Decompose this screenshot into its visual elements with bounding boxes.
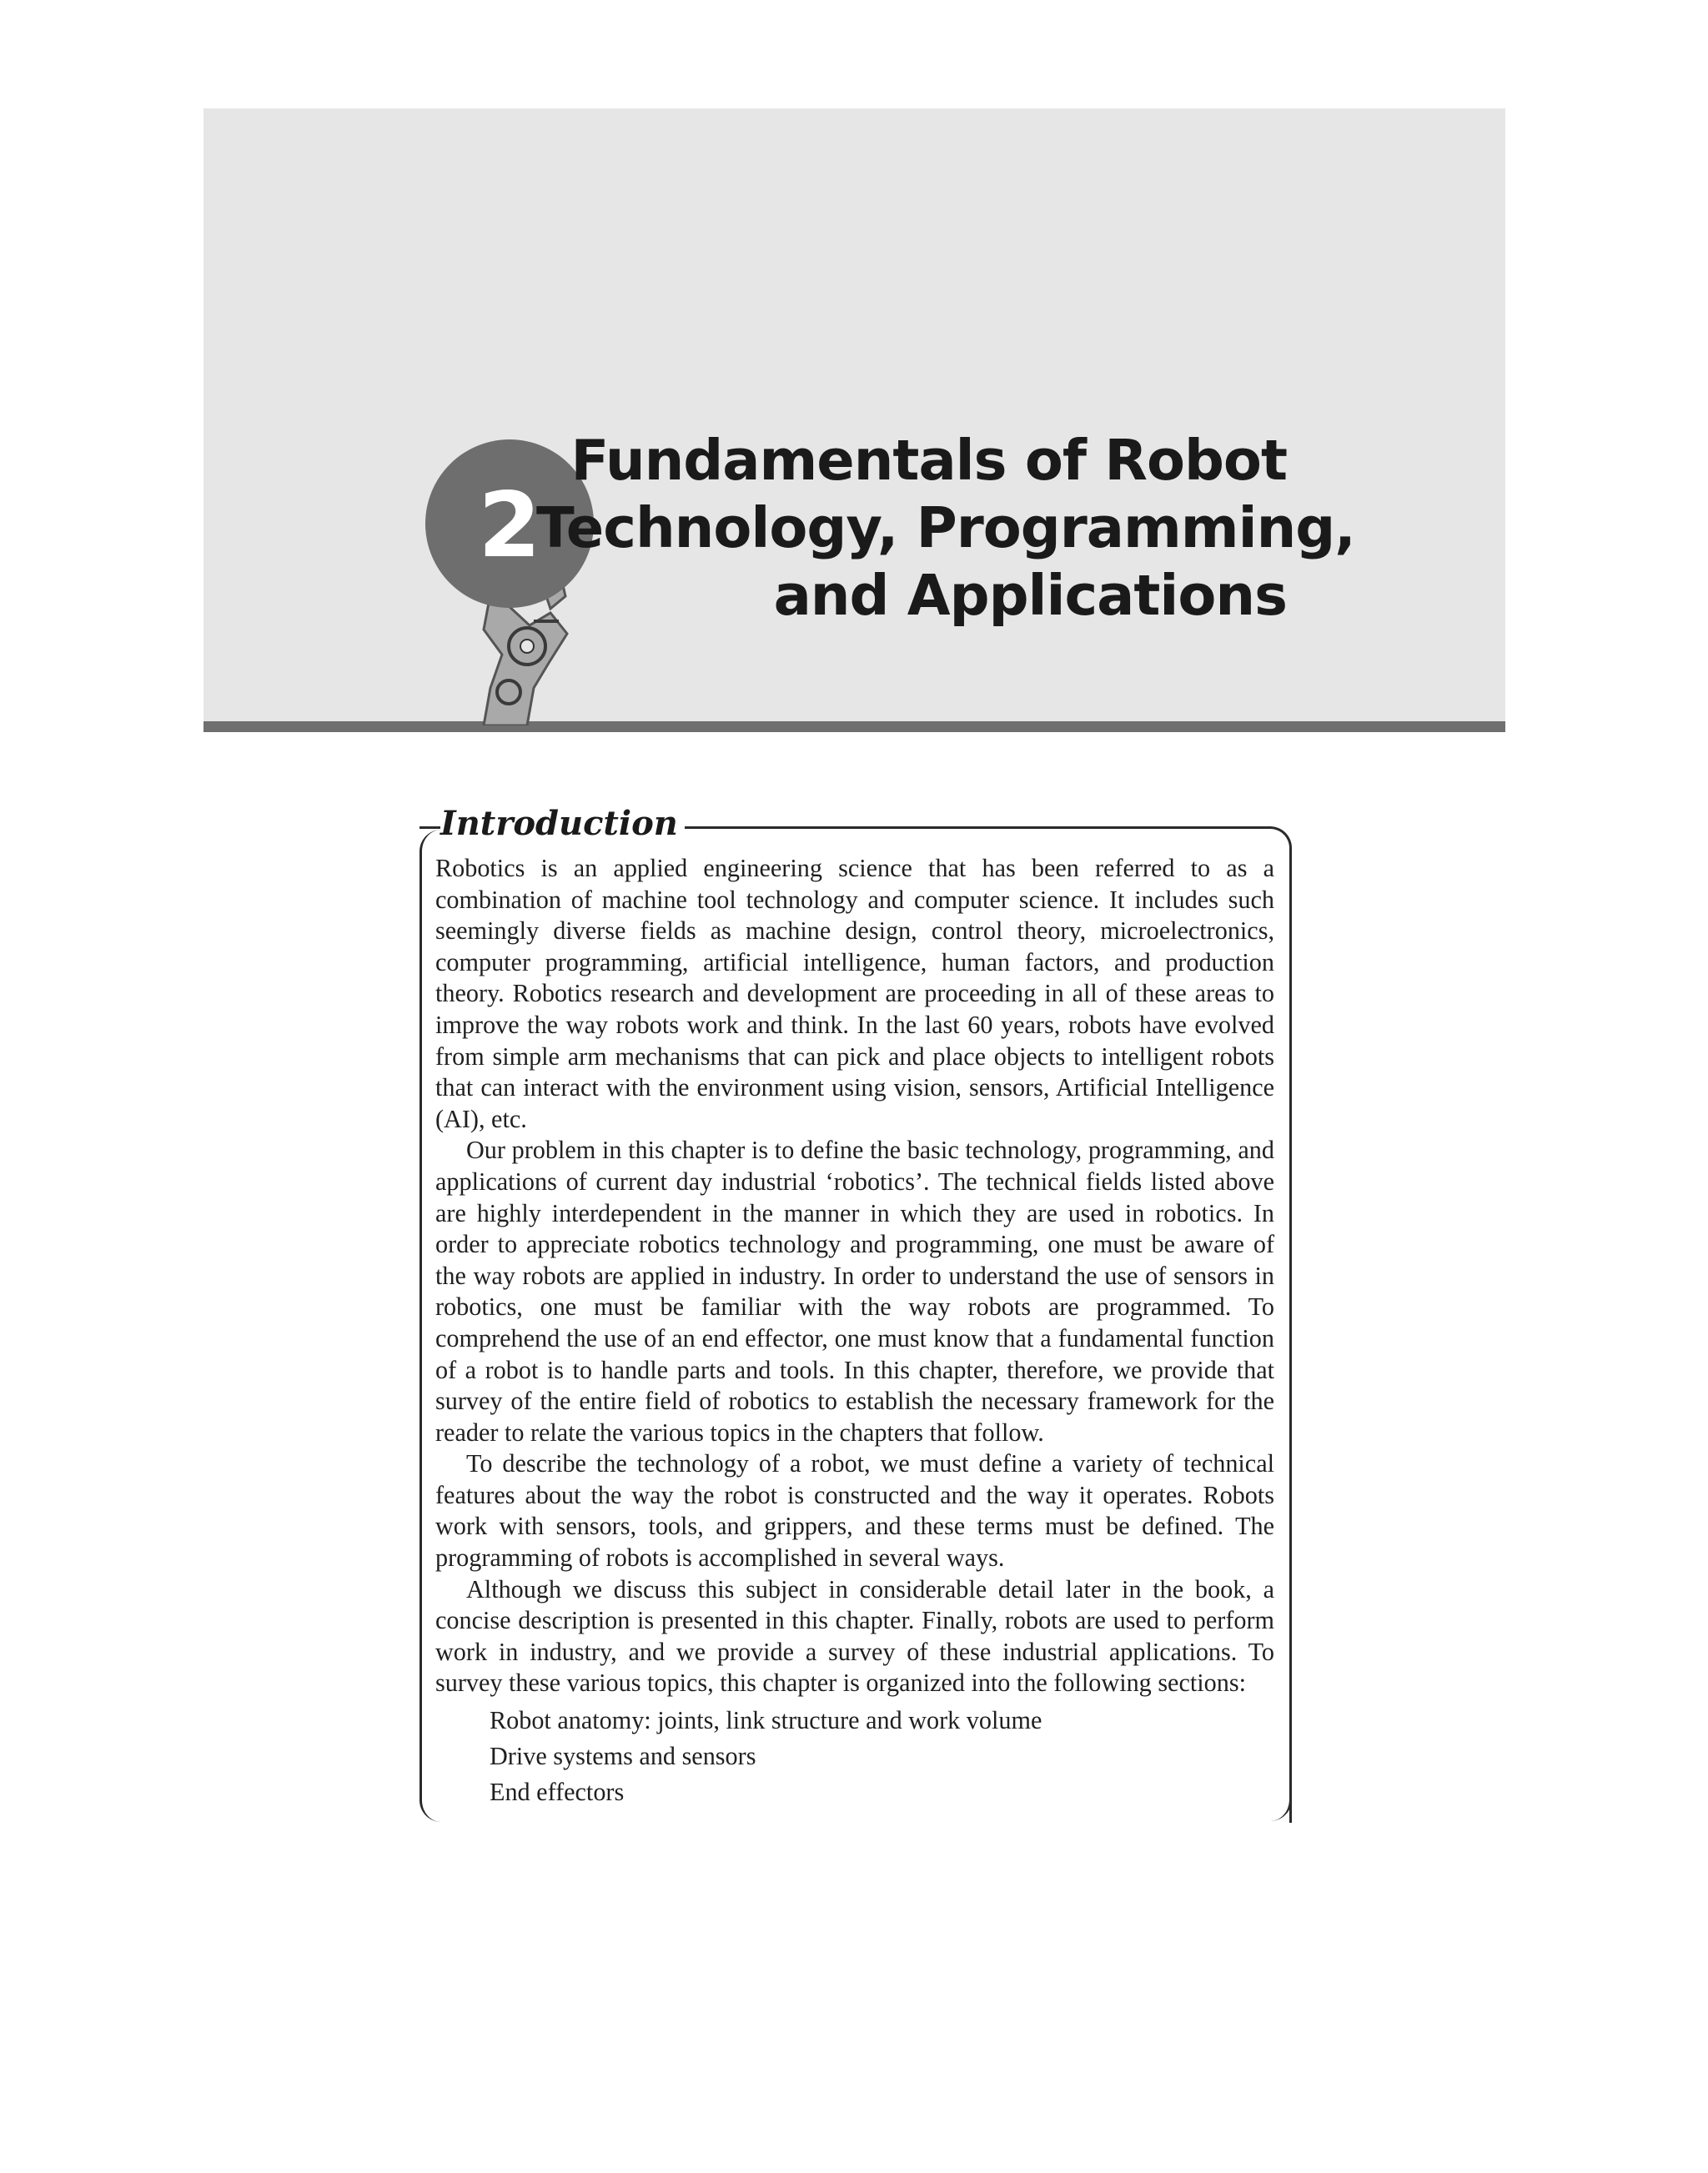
list-item: End effectors <box>490 1778 625 1807</box>
chapter-title-line: and Applications <box>773 563 1287 628</box>
list-item: Drive systems and sensors <box>490 1742 756 1771</box>
introduction-paragraph: To describe the technology of a robot, we must define a variety of technical features about the way the robot is constructed and the way it operates. Robots work with sensors, tools, and grippers, and these terms must be defined. The programming of robots is accomplished in several ways. <box>435 1449 1274 1573</box>
chapter-sections-list <box>435 1703 1274 1810</box>
chapter-number: 2 <box>478 474 541 578</box>
chapter-title <box>536 427 1355 630</box>
introduction-body <box>435 853 1274 1810</box>
list-item: Robot anatomy: joints, link structure and work volume <box>490 1706 1042 1735</box>
chapter-title-line: Technology, Programming, <box>536 495 1355 560</box>
introduction-paragraph: Our problem in this chapter is to define the basic technology, programming, and applications of current day industrial ‘robotics’. The technical fields listed above are highly interdependent in the manner in which they are used in robotics. In order to appreciate robotics technology and programming, one must be aware of the way robots are applied in industry. In order to understand the use of sensors in robotics, one must be familiar with the way robots are programmed. To comprehend the use of an end effector, one must know that a fundamental function of a robot is to handle parts and tools. In this chapter, therefore, we provide that survey of the entire field of robotics to establish the necessary framework for the reader to relate the various topics in the chapters that follow. <box>435 1136 1274 1447</box>
introduction-paragraph: Although we discuss this subject in considerable detail later in the book, a concise description is presented in this chapter. Finally, robots are used to perform work in industry, and we provide a survey of these industrial applications. To survey these various topics, this chapter is organized into the following sections: <box>435 1574 1274 1698</box>
header-divider <box>203 721 1505 732</box>
introduction-heading: Introduction <box>440 800 685 847</box>
chapter-title-line: Fundamentals of Robot <box>570 428 1287 493</box>
introduction-paragraph: Robotics is an applied engineering science that has been referred to as a combination of machine tool technology and computer science. It includes such seemingly diverse fields as machine design, control theory, microelectronics, computer programming, artificial intelligence, human factors, and production theory. Robotics research and development are proceeding in all of these areas to improve the way robots work and think. In the last 60 years, robots have evolved from simple arm mechanisms that can pick and place objects to intelligent robots that can interact with the environment using vision, sensors, Artificial Intelligence (AI), etc. <box>435 854 1274 1133</box>
